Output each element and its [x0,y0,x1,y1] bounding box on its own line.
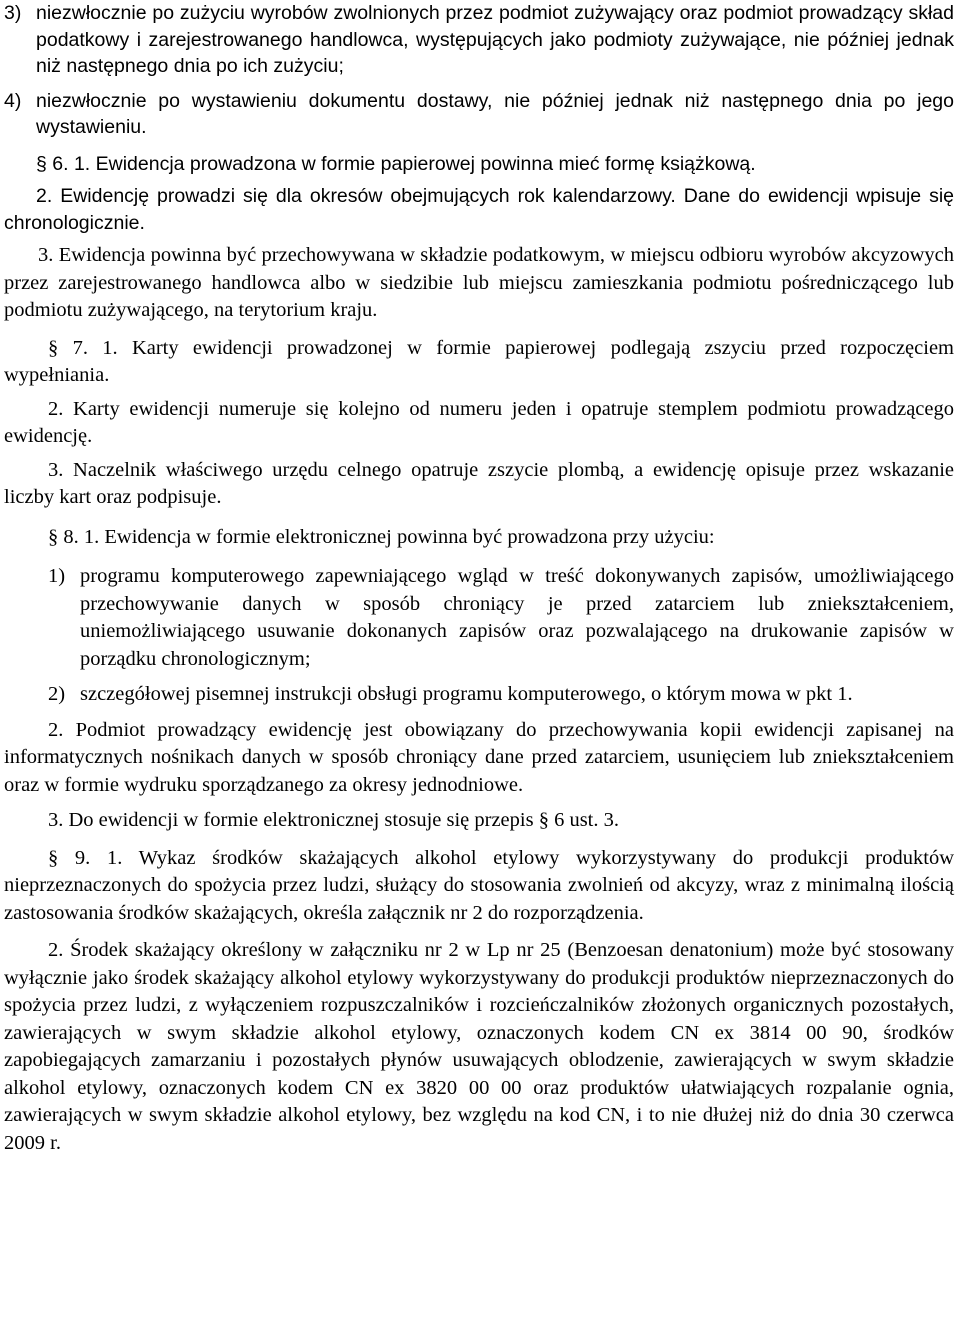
paragraph-s6-2: 2. Ewidencję prowadzi się dla okresów obejmujących rok kalendarzowy. Dane do ewidencji wpisuje się chronologicznie. [4,185,954,234]
list-item-text: szczegółowej pisemnej instrukcji obsługi programu komputerowego, o którym mowa w pkt 1. [80,683,853,705]
list-item-number: 2) [48,683,66,705]
list-item-s8-2 [4,681,954,709]
list-item-s8-1 [4,563,954,673]
list-item-number: 4) [4,89,22,112]
paragraph-s6-1: § 6. 1. Ewidencja prowadzona w formie papierowej powinna mieć formę książkową. [36,152,756,175]
paragraph-s9-2: 2. Środek skażający określony w załączniku nr 2 w Lp nr 25 (Benzoesan denatonium) może być stosowany wyłącznie jako środek skażający alkohol etylowy wykorzystywany do produkcji produktów nieprzeznaczonych do spożycia przez ludzi, z wyłączeniem rozpuszczalników i rozcieńczalników złożonych organicznych pozostałych, zawierających w swym składzie alkohol etylowy, oznaczonych kodem CN ex 3814 00 90, środków zapobiegających zamarzaniu i pozostałych płynów usuwających oblodzenie, zawierających w swym składzie alkohol etylowy, oznaczonych kodem CN ex 3820 00 00 oraz produktów ułatwiających rozpalanie ognia, zawierających w swym składzie alkohol etylowy, bez względu na kod CN, i to nie dłużej niż do dnia 30 czerwca 2009 r. [4,939,954,1154]
paragraph-s6-3: 3. Ewidencja powinna być przechowywana w składzie podatkowym, w miejscu odbioru wyrobów akcyzowych przez zarejestrowanego handlowca albo w siedzibie lub miejscu zamieszkania podmiotu pośredniczącego lub podmiotu zużywającego, na terytorium kraju. [4,244,954,321]
list-item-number: 1) [48,565,66,587]
list-item-4 [4,88,954,141]
paragraph-s8-1: § 8. 1. Ewidencja w formie elektronicznej powinna być prowadzona przy użyciu: [48,525,715,548]
paragraph-s8-2: 2. Podmiot prowadzący ewidencję jest obowiązany do przechowywania kopii ewidencji zapisanej na informatycznych nośnikach danych w sposób chroniący dane przed zatarciem, usunięciem lub zniekształceniem oraz w formie wydruku sporządzanego za okresy jednodniowe. [4,718,954,796]
paragraph-s8-3: 3. Do ewidencji w formie elektronicznej stosuje się przepis § 6 ust. 3. [48,809,620,831]
list-item-text: niezwłocznie po zużyciu wyrobów zwolnionych przez podmiot zużywający oraz podmiot prowadzący skład podatkowy i zarejestrowanego handlowca, występujących jako podmioty zużywające, nie później jednak niż następnego dnia po ich zużyciu; [36,2,954,77]
list-item-number: 3) [4,2,22,24]
paragraph-s9-1: § 9. 1. Wykaz środków skażających alkohol etylowy wykorzystywany do produkcji produktów nieprzeznaczonych do spożycia przez ludzi, służący do stosowania zwolnień od akcyzy, wraz z minimalną ilością zastosowania środków skażających, określa załącznik nr 2 do rozporządzenia. [4,846,954,924]
paragraph-s7-2: 2. Karty ewidencji numeruje się kolejno od numeru jeden i opatruje stemplem podmiotu prowadzącego ewidencję. [4,397,954,447]
list-item-text: niezwłocznie po wystawieniu dokumentu dostawy, nie później jednak niż następnego dnia po jego wystawieniu. [36,89,954,138]
list-item-3 [4,0,954,80]
paragraph-s7-1: § 7. 1. Karty ewidencji prowadzonej w formie papierowej podlegają zszyciu przed rozpoczęciem wypełniania. [4,336,954,386]
paragraph-s7-3: 3. Naczelnik właściwego urzędu celnego opatruje zszycie plombą, a ewidencję opisuje przez wskazanie liczby kart oraz podpisuje. [4,458,954,508]
list-item-text: programu komputerowego zapewniającego wgląd w treść dokonywanych zapisów, umożliwiającego przechowywanie danych w sposób chroniący je przed zatarciem lub zniekształceniem, uniemożliwiającego usuwanie dokonanych zapisów oraz pozwalającego na drukowanie zapisów w porządku chronologicznym; [80,565,954,670]
